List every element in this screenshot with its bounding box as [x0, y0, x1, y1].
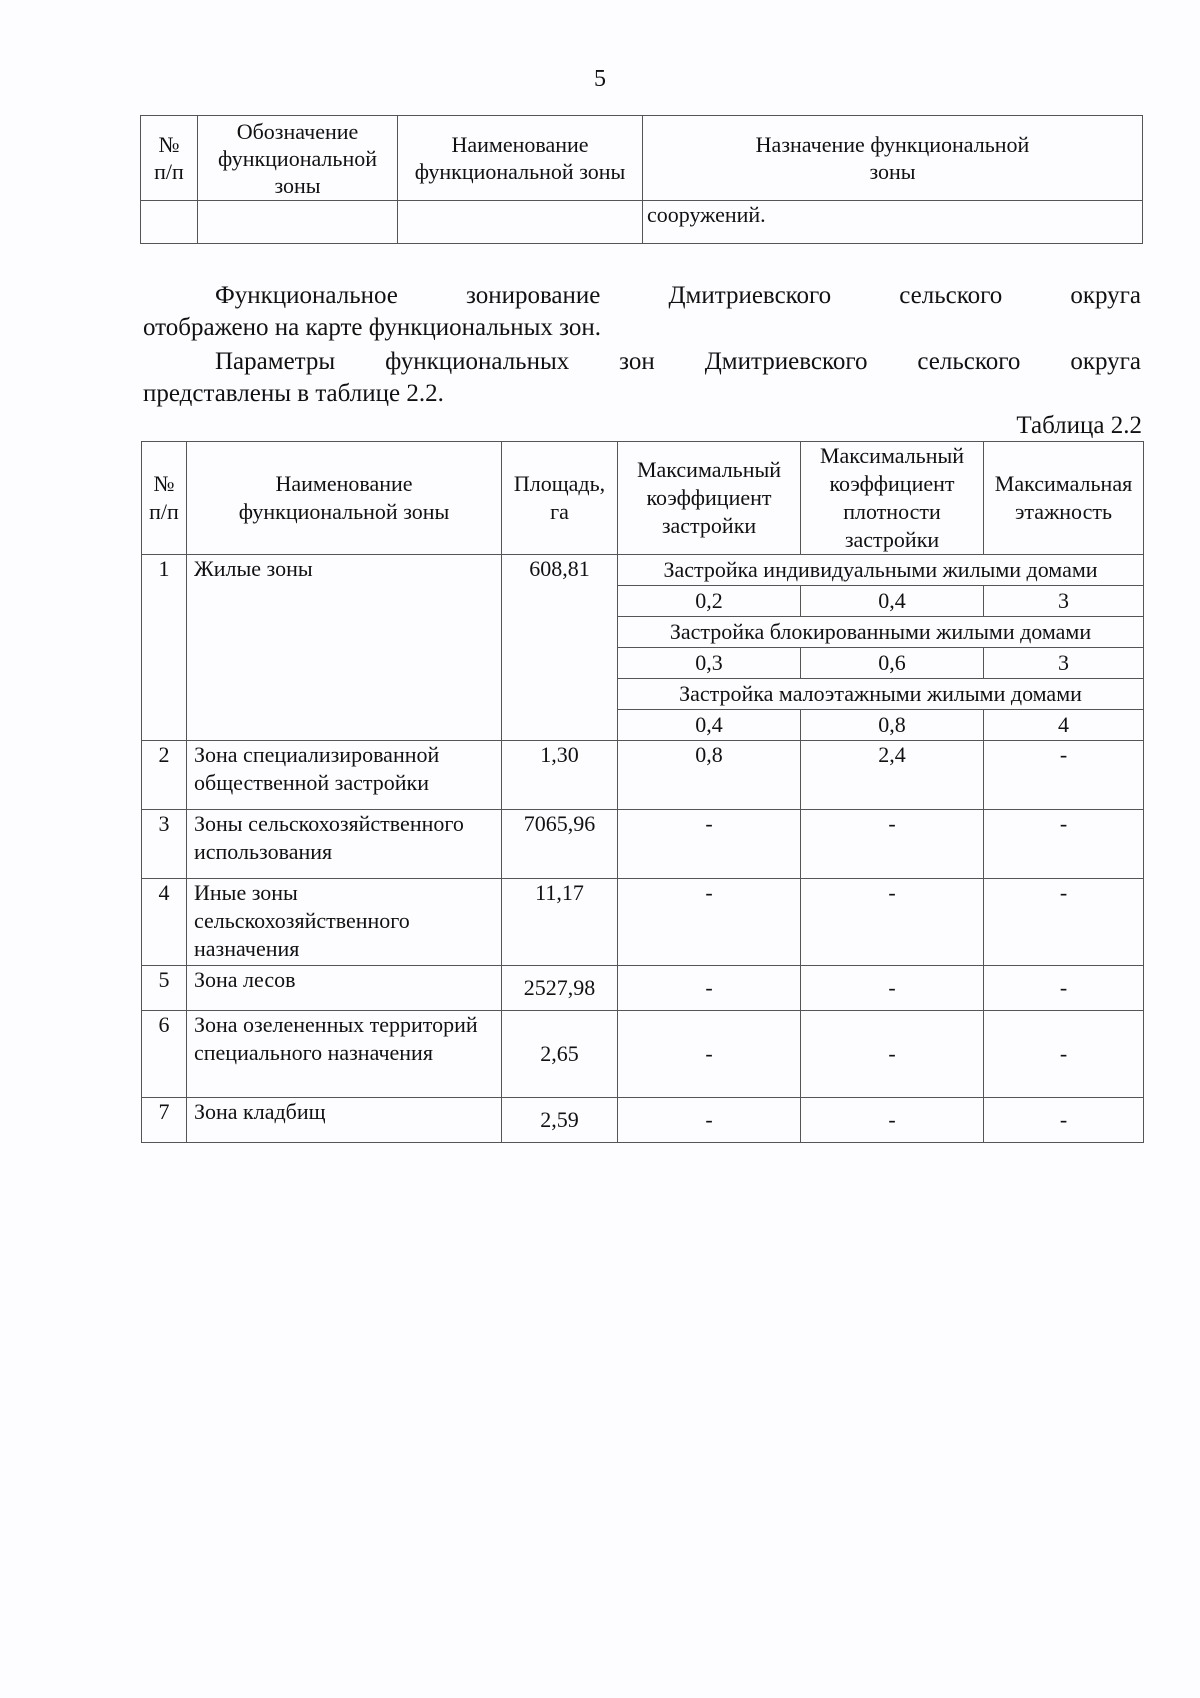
cell-name: Зона специализированной общественной застройки: [187, 741, 502, 810]
table-row: [142, 1011, 1144, 1098]
table-row: [142, 1098, 1144, 1143]
cell-name: Жилые зоны: [187, 555, 502, 741]
cell-area: 7065,96: [502, 810, 618, 879]
cell-coef-density: -: [801, 1098, 984, 1143]
table-row: [141, 201, 1143, 244]
cell-num: 4: [142, 879, 187, 966]
cell-coef-density: -: [801, 966, 984, 1011]
cell-num: 6: [142, 1011, 187, 1098]
cell-floors: 4: [984, 710, 1144, 741]
subheader-individual-houses: Застройка индивидуальными жилыми домами: [618, 555, 1144, 586]
cell-name: Зона озелененных территорий специального назначения: [187, 1011, 502, 1098]
cell-area: 608,81: [502, 555, 618, 741]
subheader-blocked-houses: Застройка блокированными жилыми домами: [618, 617, 1144, 648]
header-name: Наименование функциональной зоны: [187, 442, 502, 555]
table-row: [142, 810, 1144, 879]
header-purpose: Назначение функциональной зоны: [643, 116, 1143, 201]
cell-coef-building: -: [618, 1098, 801, 1143]
zones-purpose-table-continuation: [140, 115, 1143, 244]
paragraph-1-line-1: Функциональное зонирование Дмитриевского сельского округа: [215, 282, 1141, 309]
cell-coef-building: 0,4: [618, 710, 801, 741]
cell-area: 2,65: [502, 1011, 618, 1098]
table-header-row: [142, 442, 1144, 555]
cell-area: 2,59: [502, 1098, 618, 1143]
cell-num: 5: [142, 966, 187, 1011]
cell-floors: -: [984, 1098, 1144, 1143]
cell-name: [398, 201, 643, 244]
cell-coef-density: 0,4: [801, 586, 984, 617]
cell-coef-density: -: [801, 1011, 984, 1098]
cell-num: 1: [142, 555, 187, 741]
cell-num: 2: [142, 741, 187, 810]
header-floors: Максимальная этажность: [984, 442, 1144, 555]
cell-area: 1,30: [502, 741, 618, 810]
table-row: [142, 879, 1144, 966]
cell-floors: -: [984, 810, 1144, 879]
paragraph-2-line-2: представлены в таблице 2.2.: [143, 380, 444, 407]
cell-floors: 3: [984, 586, 1144, 617]
cell-coef-density: -: [801, 810, 984, 879]
subheader-lowrise-houses: Застройка малоэтажными жилыми домами: [618, 679, 1144, 710]
paragraph-1-line-2: отображено на карте функциональных зон.: [143, 314, 601, 341]
cell-name: Иные зоны сельскохозяйственного назначения: [187, 879, 502, 966]
page-number: 5: [594, 66, 606, 92]
cell-floors: -: [984, 966, 1144, 1011]
cell-coef-density: 0,8: [801, 710, 984, 741]
cell-name: Зоны сельскохозяйственного использования: [187, 810, 502, 879]
header-num: № п/п: [142, 442, 187, 555]
cell-coef-building: 0,2: [618, 586, 801, 617]
table-row: [142, 966, 1144, 1011]
cell-designation: [198, 201, 398, 244]
zones-parameters-table: [141, 441, 1144, 1143]
cell-name: Зона лесов: [187, 966, 502, 1011]
cell-coef-building: -: [618, 966, 801, 1011]
header-coef-density: Максимальный коэффициент плотности застройки: [801, 442, 984, 555]
cell-name: Зона кладбищ: [187, 1098, 502, 1143]
header-coef-building: Максимальный коэффициент застройки: [618, 442, 801, 555]
cell-coef-building: -: [618, 810, 801, 879]
cell-num: [141, 201, 198, 244]
header-num: № п/п: [141, 116, 198, 201]
cell-purpose: сооружений.: [643, 201, 1143, 244]
header-name: Наименование функциональной зоны: [398, 116, 643, 201]
cell-floors: -: [984, 879, 1144, 966]
table-header-row: [141, 116, 1143, 201]
table-caption: Таблица 2.2: [1016, 412, 1142, 439]
cell-num: 7: [142, 1098, 187, 1143]
cell-coef-building: -: [618, 879, 801, 966]
paragraph-2-line-1: Параметры функциональных зон Дмитриевского сельского округа: [215, 348, 1141, 375]
cell-floors: -: [984, 741, 1144, 810]
cell-coef-density: 0,6: [801, 648, 984, 679]
cell-coef-density: 2,4: [801, 741, 984, 810]
cell-num: 3: [142, 810, 187, 879]
header-area: Площадь, га: [502, 442, 618, 555]
cell-coef-building: 0,8: [618, 741, 801, 810]
cell-coef-building: -: [618, 1011, 801, 1098]
table-row: [142, 741, 1144, 810]
cell-area: 2527,98: [502, 966, 618, 1011]
cell-coef-building: 0,3: [618, 648, 801, 679]
cell-coef-density: -: [801, 879, 984, 966]
cell-floors: -: [984, 1011, 1144, 1098]
cell-floors: 3: [984, 648, 1144, 679]
cell-area: 11,17: [502, 879, 618, 966]
table-row: [142, 555, 1144, 586]
header-designation: Обозначение функциональной зоны: [198, 116, 398, 201]
